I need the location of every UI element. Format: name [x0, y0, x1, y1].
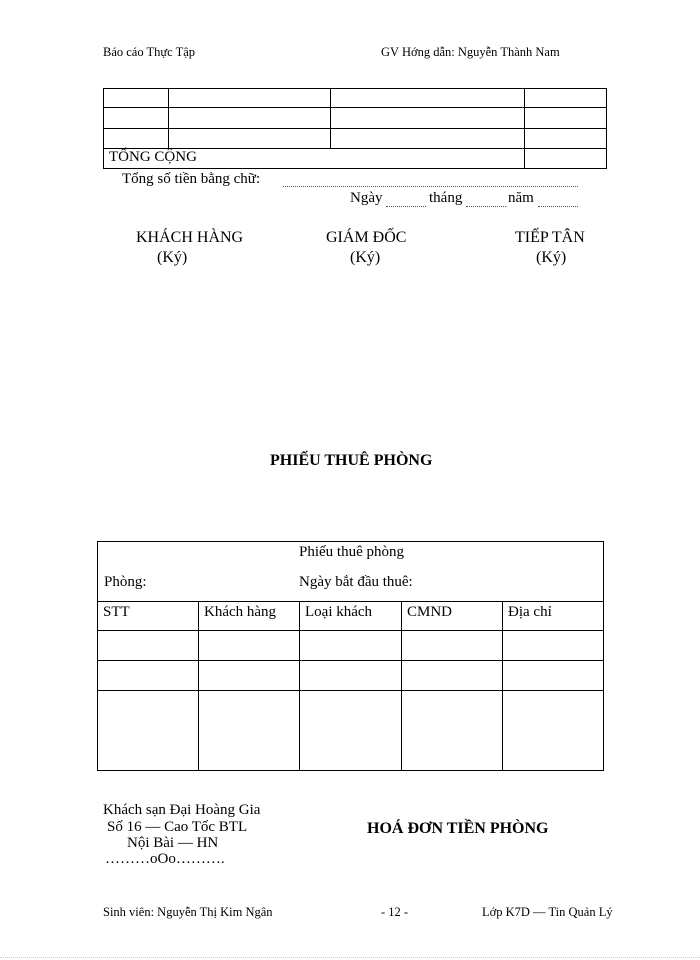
signature-reception-role: TIẾP TÂN — [515, 229, 585, 246]
hotel-address-line2: Nội Bài — HN — [127, 835, 219, 851]
signature-director-sign: (Ký) — [350, 249, 381, 266]
date-month-label: tháng — [429, 190, 463, 206]
date-day-label: Ngày — [350, 190, 383, 206]
section-title: PHIẾU THUÊ PHÒNG — [270, 452, 433, 469]
header-right: GV Hớng dẫn: Nguyễn Thành Nam — [381, 45, 560, 59]
signature-reception-sign: (Ký) — [536, 249, 567, 266]
rental-form-title: Phiếu thuê phòng — [299, 544, 404, 560]
footer-page-number: - 12 - — [381, 905, 409, 919]
total-label: TỔNG CỘNG — [109, 149, 197, 165]
room-label: Phòng: — [104, 574, 147, 590]
column-header-id-card: CMND — [407, 604, 453, 620]
date-year-label: năm — [508, 190, 534, 206]
footer-student: Sinh viên: Nguyễn Thị Kim Ngân — [103, 905, 273, 919]
column-header-customer: Khách hàng — [204, 604, 277, 620]
start-date-label: Ngày bắt đầu thuê: — [299, 574, 413, 590]
column-header-stt: STT — [103, 604, 130, 620]
amount-words-label: Tổng số tiền bằng chữ: — [122, 171, 261, 187]
signature-customer-role: KHÁCH HÀNG — [136, 229, 244, 246]
column-header-address: Địa chỉ — [508, 604, 552, 620]
page-bottom-edge — [0, 957, 700, 958]
hotel-separator: ………oOo………. — [105, 851, 225, 867]
invoice-title: HOÁ ĐƠN TIỀN PHÒNG — [367, 820, 549, 837]
header-left: Báo cáo Thực Tập — [103, 45, 196, 59]
footer-class: Lớp K7D — Tin Quản Lý — [482, 905, 613, 919]
hotel-name: Khách sạn Đại Hoàng Gia — [103, 802, 261, 818]
signature-customer-sign: (Ký) — [157, 249, 188, 266]
column-header-guest-type: Loại khách — [305, 604, 373, 620]
hotel-address-line1: Số 16 — Cao Tốc BTL — [107, 819, 248, 835]
signature-director-role: GIÁM ĐỐC — [326, 229, 407, 246]
